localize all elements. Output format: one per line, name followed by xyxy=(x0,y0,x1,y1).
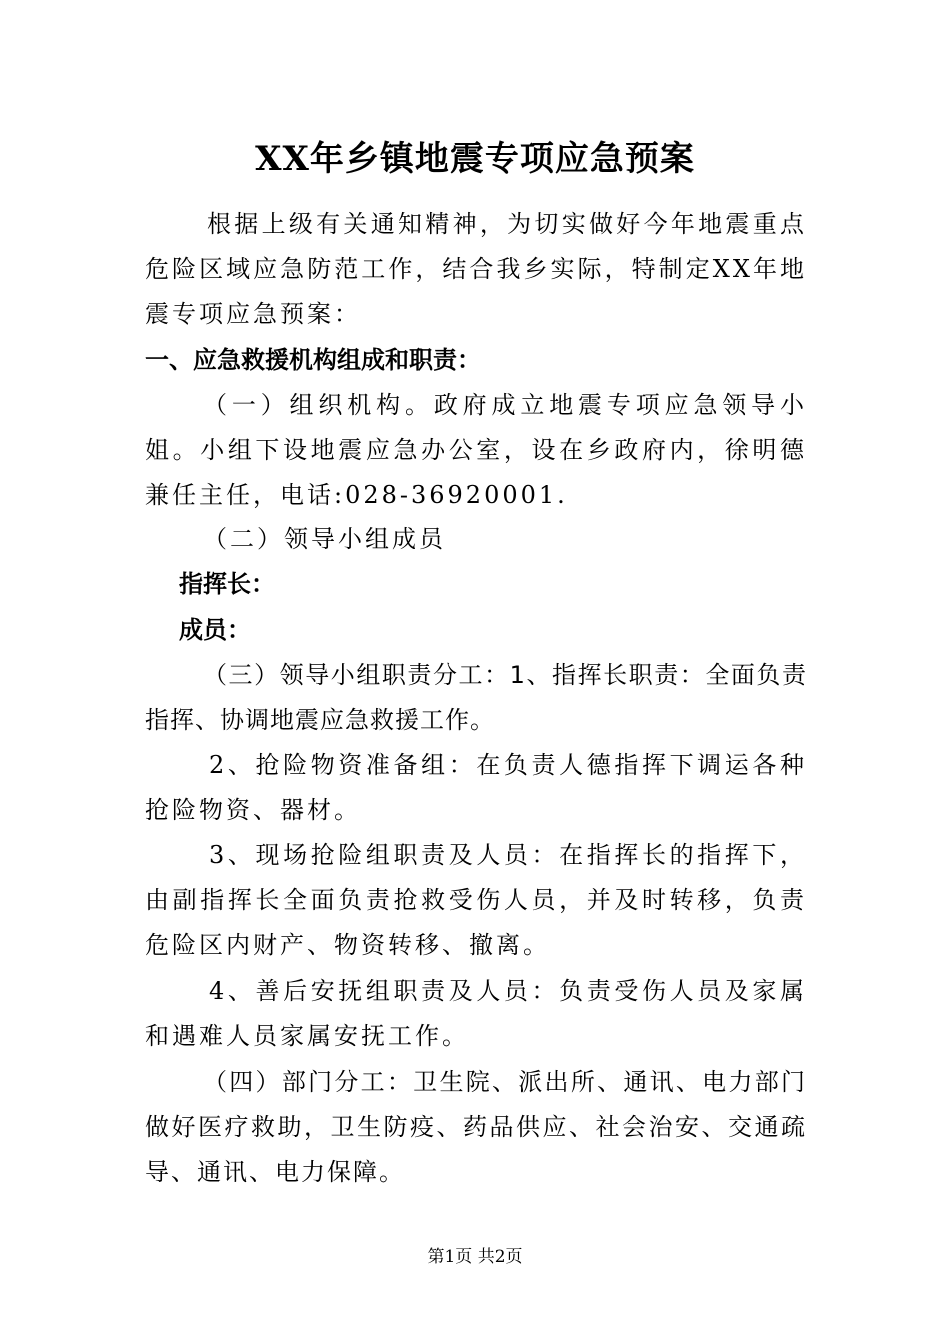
section-heading: 一、应急救援机构组成和职责： xyxy=(145,346,481,374)
leaders-heading: （二）领导小组成员 xyxy=(203,525,446,553)
duties-paragraph: （三）领导小组职责分工：1、指挥长职责：全面负责指挥、协调地震应急救援工作。 xyxy=(145,661,807,734)
item-2-paragraph: 2、抢险物资准备组：在负责人德指挥下调运各种抢险物资、器材。 xyxy=(145,751,807,824)
document-title: XX年乡镇地震专项应急预案 xyxy=(255,139,695,179)
item-4-paragraph: 4、善后安抚组职责及人员：负责受伤人员及家属和遇难人员家属安抚工作。 xyxy=(145,977,807,1050)
intro-paragraph: 根据上级有关通知精神，为切实做好今年地震重点危险区域应急防范工作，结合我乡实际，特制定XX年地震专项应急预案： xyxy=(145,210,807,328)
commander-label: 指挥长： xyxy=(179,570,275,598)
organization-label: （一）组织机构。 xyxy=(203,391,434,419)
departments-paragraph: （四）部门分工：卫生院、派出所、通讯、电力部门做好医疗救助，卫生防疫、药品供应、社会治安、交通疏导、通讯、电力保障。 xyxy=(145,1068,807,1186)
page-footer: 第1页 共2页 xyxy=(427,1247,523,1267)
organization-paragraph xyxy=(145,383,807,518)
organization-text: 政府成立地震专项应急领导小姐。小组下设地震应急办公室，设在乡政府内，徐明德兼任主任，电话:028-36920001. xyxy=(145,391,808,509)
members-label: 成员： xyxy=(179,616,251,644)
item-3-paragraph: 3、现场抢险组职责及人员：在指挥长的指挥下，由副指挥长全面负责抢救受伤人员，并及时转移，负责危险区内财产、物资转移、撤离。 xyxy=(145,841,807,959)
